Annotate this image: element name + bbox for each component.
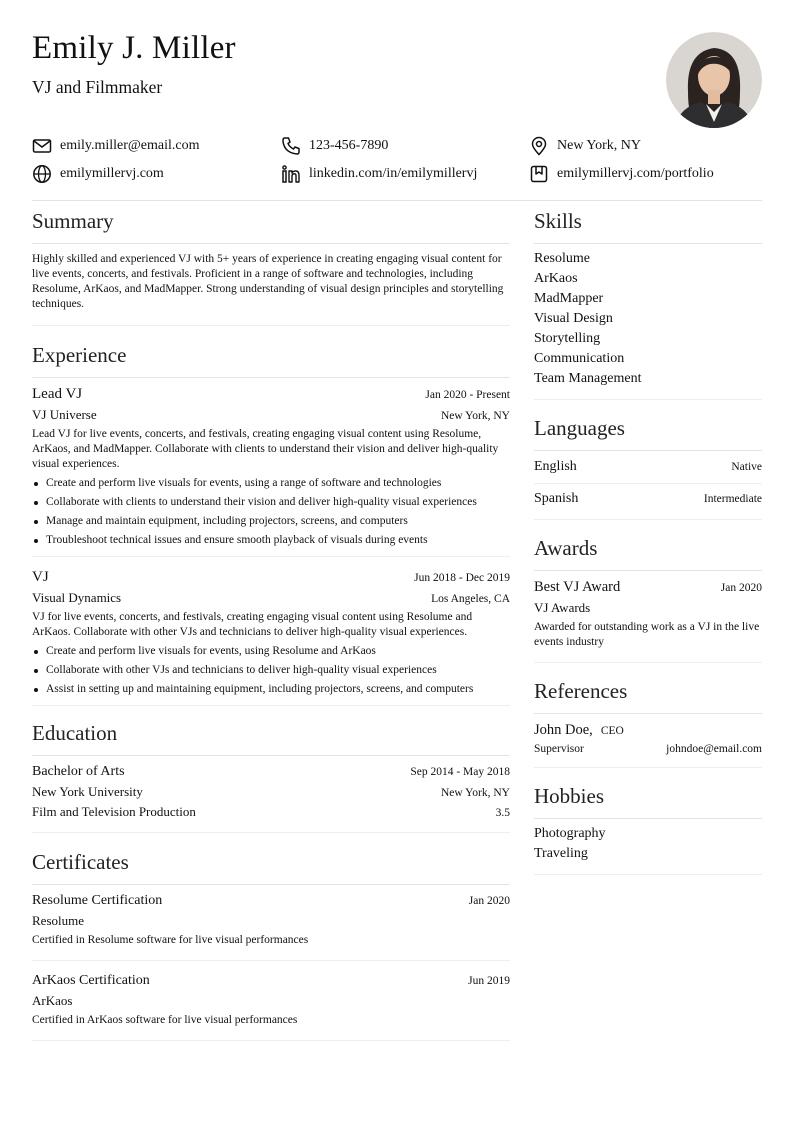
job-dates: Jun 2018 - Dec 2019 bbox=[414, 572, 510, 584]
school: New York University bbox=[32, 784, 143, 799]
language-row bbox=[534, 491, 762, 507]
gpa: 3.5 bbox=[495, 807, 510, 819]
education-location: New York, NY bbox=[440, 787, 510, 799]
candidate-title: VJ and Filmmaker bbox=[32, 77, 163, 97]
skill-item: Resolume bbox=[534, 251, 590, 266]
hobbies-heading: Hobbies bbox=[534, 784, 604, 808]
certificate-issuer: Resolume bbox=[32, 913, 84, 928]
left-column bbox=[32, 209, 510, 1041]
award-date: Jan 2020 bbox=[720, 582, 762, 594]
certificates-heading: Certificates bbox=[32, 850, 129, 874]
education-section bbox=[32, 721, 510, 833]
section-rule bbox=[32, 884, 510, 885]
section-rule bbox=[534, 243, 762, 244]
language-name: Spanish bbox=[534, 491, 579, 506]
section-end-rule bbox=[534, 767, 762, 768]
job-bullets bbox=[32, 476, 510, 548]
award-description: Awarded for outstanding work as a VJ in the live events industry bbox=[534, 621, 760, 648]
award-issuer: VJ Awards bbox=[534, 600, 591, 615]
reference-email[interactable]: johndoe@email.com bbox=[666, 743, 762, 755]
section-rule bbox=[32, 755, 510, 756]
skill-item: Visual Design bbox=[534, 311, 613, 326]
hobbies-list bbox=[534, 824, 762, 864]
section-rule bbox=[32, 377, 510, 378]
item-end-rule bbox=[32, 960, 510, 961]
section-rule bbox=[534, 713, 762, 714]
language-level: Native bbox=[731, 461, 762, 473]
job-role: Lead VJ bbox=[32, 386, 83, 402]
portfolio-icon bbox=[529, 164, 549, 184]
job-bullet: Collaborate with clients to understand their vision and deliver high-quality visual experiences bbox=[32, 495, 510, 510]
reference-position: CEO bbox=[600, 725, 624, 737]
globe-icon bbox=[32, 164, 52, 184]
job-company: VJ Universe bbox=[32, 407, 97, 422]
languages-section bbox=[534, 416, 762, 520]
award-name: Best VJ Award bbox=[534, 579, 621, 595]
references-heading: References bbox=[534, 679, 628, 703]
section-end-rule bbox=[534, 399, 762, 400]
item-end-rule bbox=[32, 1040, 510, 1041]
contact-email[interactable] bbox=[32, 136, 200, 156]
language-row bbox=[534, 459, 762, 475]
section-rule bbox=[32, 243, 510, 244]
mail-icon bbox=[32, 136, 52, 156]
contact-location bbox=[529, 136, 641, 156]
job-role: VJ bbox=[32, 569, 49, 585]
job-bullet: Create and perform live visuals for events, using Resolume and ArKaos bbox=[32, 644, 510, 659]
section-rule bbox=[534, 818, 762, 819]
education-dates: Sep 2014 - May 2018 bbox=[410, 766, 510, 778]
phone-icon bbox=[281, 136, 301, 156]
section-end-rule bbox=[534, 519, 762, 520]
job-bullets bbox=[32, 644, 510, 697]
skill-item: ArKaos bbox=[534, 271, 578, 286]
degree: Bachelor of Arts bbox=[32, 764, 125, 779]
awards-section bbox=[534, 536, 762, 663]
job-description: Lead VJ for live events, concerts, and festivals, creating engaging visual content using Resolume, ArKaos, and MadMapper. Collaborate with clients to understand their vision and deliver high-quality visual experiences. bbox=[32, 428, 499, 470]
hobby-item: Traveling bbox=[534, 846, 588, 861]
certificate-description: Certified in Resolume software for live visual performances bbox=[32, 934, 309, 946]
skill-item: Storytelling bbox=[534, 331, 601, 346]
reference-relation: Supervisor bbox=[534, 743, 584, 755]
item-end-rule bbox=[32, 556, 510, 557]
job-bullet: Troubleshoot technical issues and ensure smooth playback of visuals during events bbox=[32, 533, 510, 548]
awards-heading: Awards bbox=[534, 536, 598, 560]
experience-item bbox=[32, 386, 510, 557]
email-text: emily.miller@email.com bbox=[60, 138, 200, 153]
job-bullet: Manage and maintain equipment, including projectors, screens, and computers bbox=[32, 514, 510, 529]
job-bullet: Assist in setting up and maintaining equipment, including projectors, screens, and computers bbox=[32, 682, 510, 697]
section-rule bbox=[534, 450, 762, 451]
reference-name: John Doe, bbox=[534, 722, 593, 738]
job-company: Visual Dynamics bbox=[32, 590, 122, 605]
skill-item: MadMapper bbox=[534, 291, 604, 306]
experience-heading: Experience bbox=[32, 343, 127, 367]
website-text: emilymillervj.com bbox=[60, 166, 164, 181]
job-bullet: Collaborate with other VJs and technicians to deliver high-quality visual experiences bbox=[32, 663, 510, 678]
section-end-rule bbox=[534, 874, 762, 875]
job-dates: Jan 2020 - Present bbox=[425, 389, 510, 401]
job-location: Los Angeles, CA bbox=[431, 593, 510, 605]
certificate-date: Jan 2020 bbox=[468, 895, 510, 907]
portfolio-text: emilymillervj.com/portfolio bbox=[557, 166, 714, 181]
certificate-item bbox=[32, 893, 510, 961]
field-of-study: Film and Television Production bbox=[32, 804, 196, 819]
skill-item: Communication bbox=[534, 351, 625, 366]
avatar bbox=[666, 32, 762, 128]
language-level: Intermediate bbox=[703, 493, 762, 505]
job-description: VJ for live events, concerts, and festivals, creating engaging visual content using Resolume and ArKaos. Collaborate with other VJs and technicians to deliver high-quality visual experiences. bbox=[32, 611, 473, 638]
location-text: New York, NY bbox=[557, 138, 642, 153]
candidate-name: Emily J. Miller bbox=[32, 30, 236, 66]
languages-heading: Languages bbox=[534, 416, 625, 440]
section-end-rule bbox=[32, 832, 510, 833]
section-end-rule bbox=[534, 662, 762, 663]
row-rule bbox=[534, 483, 762, 484]
experience-section bbox=[32, 343, 510, 706]
summary-section bbox=[32, 209, 510, 326]
certificate-date: Jun 2019 bbox=[468, 975, 510, 987]
skills-section bbox=[534, 209, 762, 400]
contact-phone[interactable] bbox=[281, 136, 388, 156]
certificate-name: Resolume Certification bbox=[32, 893, 163, 908]
skill-item: Team Management bbox=[534, 371, 642, 386]
job-bullet: Create and perform live visuals for events, using a range of software and technologies bbox=[32, 476, 510, 491]
section-rule bbox=[534, 570, 762, 571]
contact-linkedin[interactable] bbox=[281, 164, 477, 184]
language-name: English bbox=[534, 459, 577, 474]
hobby-item: Photography bbox=[534, 826, 606, 841]
reference-header bbox=[534, 722, 762, 739]
header-divider bbox=[32, 200, 762, 201]
summary-text: Highly skilled and experienced VJ with 5+ years of experience in creating engaging visual content for live events, concerts, and festivals. Proficient in a range of software and technologies, including Resolume, ArKaos, and MadMapper. Strong understanding of visual design principles and storytelling techniques. bbox=[32, 253, 504, 310]
skills-list bbox=[534, 249, 762, 389]
profile-photo bbox=[666, 32, 762, 128]
linkedin-text: linkedin.com/in/emilymillervj bbox=[309, 166, 478, 181]
hobbies-section bbox=[534, 784, 762, 875]
certificate-item bbox=[32, 973, 510, 1041]
item-end-rule bbox=[32, 705, 510, 706]
contact-website[interactable] bbox=[32, 164, 164, 184]
certificate-name: ArKaos Certification bbox=[32, 973, 150, 988]
experience-item bbox=[32, 569, 510, 706]
certificates-section bbox=[32, 850, 510, 1041]
location-pin-icon bbox=[529, 136, 549, 156]
linkedin-icon bbox=[281, 164, 301, 184]
section-end-rule bbox=[32, 325, 510, 326]
right-column bbox=[534, 209, 762, 875]
education-heading: Education bbox=[32, 721, 118, 745]
summary-heading: Summary bbox=[32, 209, 114, 233]
skills-heading: Skills bbox=[534, 209, 582, 233]
references-section bbox=[534, 679, 762, 768]
contact-portfolio[interactable] bbox=[529, 164, 714, 184]
job-location: New York, NY bbox=[440, 410, 510, 422]
certificate-description: Certified in ArKaos software for live visual performances bbox=[32, 1014, 298, 1026]
certificate-issuer: ArKaos bbox=[32, 993, 73, 1008]
phone-text: 123-456-7890 bbox=[309, 138, 389, 153]
